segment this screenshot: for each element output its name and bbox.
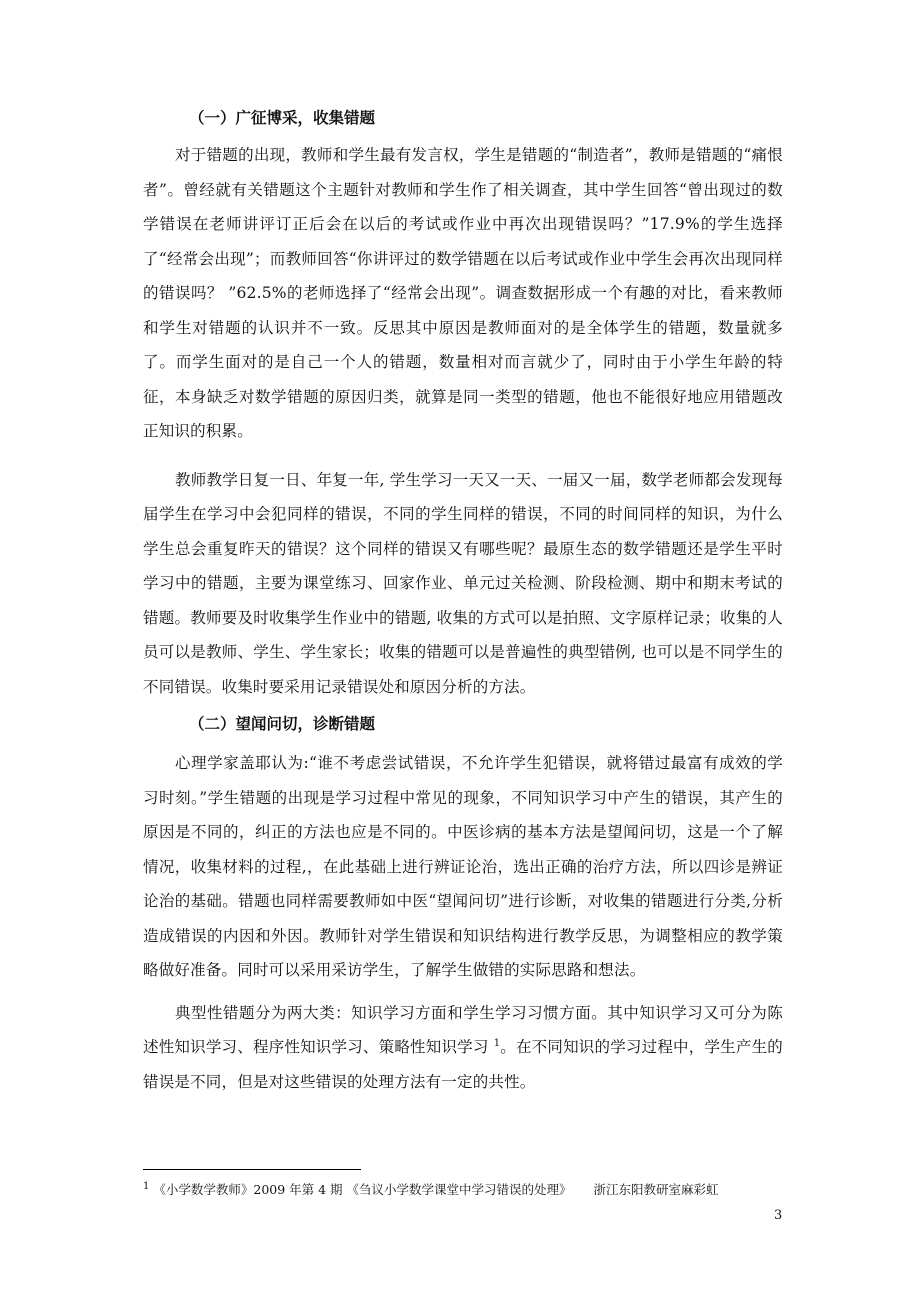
footnote-citation: 《小学数学教师》2009 年第 4 期 《刍议小学数学课堂中学习错误的处理》 bbox=[153, 1182, 572, 1197]
page-number: 3 bbox=[774, 1208, 783, 1223]
section-heading-2: （二）望闻问切，诊断错题 bbox=[189, 715, 376, 733]
section-heading-1: （一）广征博采，收集错题 bbox=[189, 109, 376, 127]
paragraph-text: 。在不同知识的学习过程中，学生产生的错误是不同，但是对这些错误的处理方法有一定的共性。 bbox=[143, 1038, 783, 1091]
paragraph: 教师教学日复一日、年复一年, 学生学习一天又一天、一届又一届，数学老师都会发现每届学生在学习中会犯同样的错误，不同的学生同样的错误，不同的时间同样的知识，为什么学生总会重复昨天的错误？这个同样的错误又有哪些呢？最原生态的数学错题还是学生平时学习中的错题，主要为课堂练习、回家作业、单元过关检测、阶段检测、期中和期末考试的错题。教师要及时收集学生作业中的错题, 收集的方式可以是拍照、文字原样记录；收集的人员可以是教师、学生、学生家长；收集的错题可以是普遍性的典型错例, 也可以是不同学生的不同错误。收集时要采用记录错误处和原因分析的方法。 bbox=[143, 470, 783, 696]
paragraph-text: 典型性错题分为两大类：知识学习方面和学生学习习惯方面。其中知识学习又可分为陈述性知识学习、程序性知识学习、策略性知识学习 bbox=[143, 1003, 783, 1056]
footnote bbox=[143, 1180, 803, 1200]
footnote-marker: 1 bbox=[143, 1180, 150, 1192]
body-content bbox=[143, 104, 783, 1099]
paragraph: 心理学家盖耶认为:“谁不考虑尝试错误，不允许学生犯错误，就将错过最富有成效的学习时刻。”学生错题的出现是学习过程中常见的现象，不同知识学习中产生的错误，其产生的原因是不同的，纠正的方法也应是不同的。中医诊病的基本方法是望闻问切，这是一个了解情况，收集材料的过程,，在此基础上进行辨证论治，选出正确的治疗方法，所以四诊是辨证论治的基础。错题也同样需要教师如中医“望闻问切”进行诊断，对收集的错题进行分类,分析造成错误的内因和外因。教师针对学生错误和知识结构进行教学反思，为调整相应的教学策略做好准备。同时可以采用采访学生，了解学生做错的实际思路和想法。 bbox=[143, 754, 783, 979]
footnote-divider bbox=[143, 1169, 361, 1170]
paragraph: 对于错题的出现，教师和学生最有发言权，学生是错题的“制造者”，教师是错题的“痛恨者”。曾经就有关错题这个主题针对教师和学生作了相关调查，其中学生回答“曾出现过的数学错误在老师讲评订正后会在以后的考试或作业中再次出现错误吗？”17.9%的学生选择了“经常会出现”；而教师回答“你讲评过的数学错题在以后考试或作业中学生会再次出现同样的错误吗？ ”62.5%的老师选择了“经常会出现”。调查数据形成一个有趣的对比，看来教师和学生对错题的认识并不一致。反思其中原因是教师面对的是全体学生的错题，数量就多了。而学生面对的是自己一个人的错题，数量相对而言就少了，同时由于小学生年龄的特征，本身缺乏对数学错题的原因归类，就算是同一类型的错题，他也不能很好地应用错题改正知识的积累。 bbox=[143, 146, 783, 440]
footnote-author: 浙江东阳教研室麻彩虹 bbox=[593, 1182, 719, 1197]
paragraph-with-footnote-ref bbox=[143, 996, 783, 1100]
footnote-reference[interactable]: 1 bbox=[493, 1037, 501, 1049]
